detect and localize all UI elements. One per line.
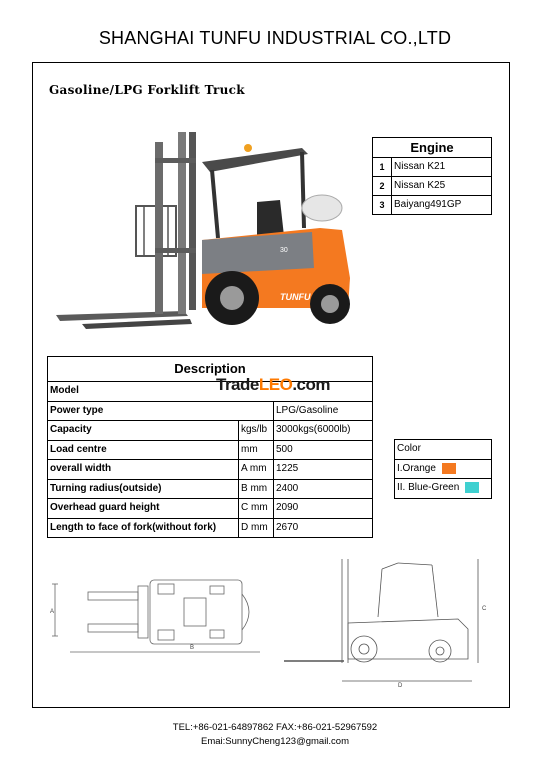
spec-value: 3000kgs(6000lb) <box>274 421 373 441</box>
spec-unit: B mm <box>239 479 274 499</box>
dimension-label-c: C <box>482 606 487 612</box>
product-title: Gasoline/LPG Forklift Truck <box>49 83 245 97</box>
spec-value: LPG/Gasoline <box>274 401 373 421</box>
color-name: I.Orange <box>397 462 436 474</box>
engine-heading: Engine <box>373 138 492 158</box>
description-heading: Description <box>48 357 373 382</box>
spec-label: Model <box>48 382 373 402</box>
spec-unit: A mm <box>239 460 274 480</box>
spec-label: Turning radius(outside) <box>48 479 239 499</box>
color-table <box>394 439 492 499</box>
spec-unit: mm <box>239 440 274 460</box>
spec-row <box>48 479 373 499</box>
dimension-label-a: A <box>50 609 55 615</box>
color-heading: Color <box>395 440 492 460</box>
spec-unit: D mm <box>239 518 274 538</box>
spec-unit: C mm <box>239 499 274 519</box>
blue-green-swatch <box>465 482 479 493</box>
spec-value: 500 <box>274 440 373 460</box>
company-header: SHANGHAI TUNFU INDUSTRIAL CO.,LTD <box>98 28 452 48</box>
color-name: II. Blue-Green <box>397 482 460 494</box>
spec-unit: kgs/lb <box>239 421 274 441</box>
engine-table <box>372 137 492 215</box>
spec-value: 1225 <box>274 460 373 480</box>
orange-swatch <box>442 463 456 474</box>
footer-email: Emai:SunnyCheng123@gmail.com <box>201 736 349 747</box>
side-view-drawing <box>282 555 492 690</box>
spec-label: Length to face of fork(without fork) <box>48 518 239 538</box>
engine-row-name: Nissan K25 <box>392 177 492 196</box>
color-option <box>395 459 492 479</box>
engine-row-number: 3 <box>373 196 392 215</box>
watermark-part: .com <box>292 375 330 394</box>
engine-row-name: Nissan K21 <box>392 158 492 177</box>
dimension-label-b: B <box>190 645 195 651</box>
footer-contact: TEL:+86-021-64897862 FAX:+86-021-52967592 <box>172 722 378 733</box>
engine-row-number: 2 <box>373 177 392 196</box>
engine-row-name: Baiyang491GP <box>392 196 492 215</box>
watermark-part: LEO <box>258 375 293 394</box>
forklift-photo <box>52 128 354 333</box>
color-option <box>395 479 492 499</box>
capacity-mark: 30 <box>280 247 288 254</box>
top-view-drawing <box>50 570 280 665</box>
spec-row <box>48 401 373 421</box>
spec-label: Capacity <box>48 421 239 441</box>
engine-row <box>373 177 492 196</box>
engine-row-number: 1 <box>373 158 392 177</box>
tradeleo-watermark <box>216 375 330 395</box>
spec-value: 2090 <box>274 499 373 519</box>
spec-value: 2670 <box>274 518 373 538</box>
spec-label: Load centre <box>48 440 239 460</box>
spec-label: Overhead guard height <box>48 499 239 519</box>
spec-row <box>48 499 373 519</box>
spec-row <box>48 440 373 460</box>
spec-label: Power type <box>48 401 274 421</box>
spec-row <box>48 460 373 480</box>
spec-value: 2400 <box>274 479 373 499</box>
dimension-label-d: D <box>398 683 403 689</box>
spec-row <box>48 421 373 441</box>
brand-mark: TUNFU <box>280 292 311 302</box>
watermark-part: Trade <box>216 375 259 394</box>
engine-row <box>373 158 492 177</box>
engine-row <box>373 196 492 215</box>
spec-row <box>48 518 373 538</box>
spec-label: overall width <box>48 460 239 480</box>
